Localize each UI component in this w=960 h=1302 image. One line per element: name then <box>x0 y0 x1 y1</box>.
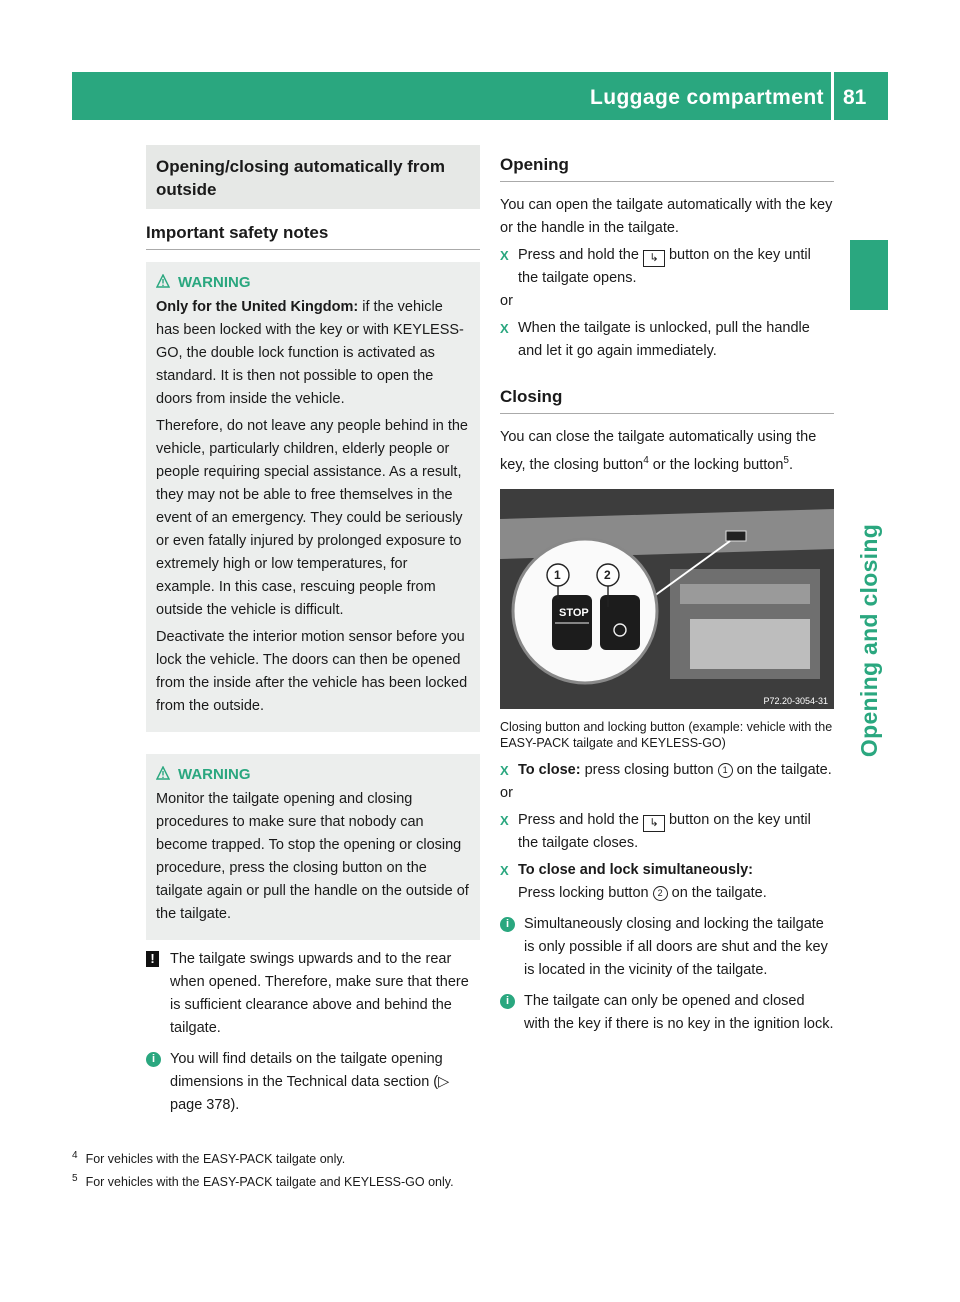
section-title: Opening/closing automatically from outside <box>146 145 480 209</box>
side-tab-label: Opening and closing <box>856 523 883 757</box>
warning-box-2 <box>146 754 480 940</box>
info-note: i You will find details on the tailgate opening dimensions in the Technical data section (▷ page 378). <box>146 1048 480 1117</box>
step-arrow-icon: X <box>500 248 509 263</box>
warning-title: WARNING <box>178 766 251 783</box>
photo-marker-1: 1 <box>554 567 561 582</box>
page-number: 81 <box>843 86 867 109</box>
exclamation-icon: ! <box>146 951 159 967</box>
warning-title: WARNING <box>178 274 251 291</box>
step-arrow-icon: X <box>500 321 509 336</box>
or-text: or <box>500 293 513 309</box>
instruction-step: X Press and hold the ↳ button on the key until the tailgate opens. <box>500 244 834 290</box>
instruction-step: X To close and lock simultaneously: Press locking button 2 on the tailgate. <box>500 859 834 905</box>
photo-caption: Closing button and locking button (example: vehicle with the EASY-PACK tailgate and KEYLESS-GO) <box>500 719 833 750</box>
info-icon: i <box>500 994 515 1009</box>
info-note: i The tailgate can only be opened and closed with the key if there is no key in the ignition lock. <box>500 990 834 1036</box>
heading-closing: Closing <box>500 387 834 414</box>
photo-marker-2: 2 <box>604 567 611 582</box>
instruction-step: X Press and hold the ↳ button on the key until the tailgate closes. <box>500 809 834 855</box>
footnote: $^4$ For vehicles with the EASY-PACK tailgate only. <box>72 1150 346 1167</box>
tailgate-illustration <box>500 489 834 709</box>
caution-note: ! The tailgate swings upwards and to the rear when opened. Therefore, make sure that there is sufficient clearance above and behind the tailgate. <box>146 948 480 1040</box>
left-column <box>146 145 480 1117</box>
warning-paragraph: Deactivate the interior motion sensor before you lock the vehicle. The doors can then be opened from the inside after the vehicle has been locked from the outside. <box>156 629 468 714</box>
info-note: i Simultaneously closing and locking the tailgate is only possible if all doors are shut and the key is located in the vicinity of the tailgate. <box>500 913 834 982</box>
info-icon: i <box>500 917 515 932</box>
warning-triangle-icon <box>156 274 170 288</box>
closing-intro: You can close the tailgate automatically using the key, the closing button$^4$ or the locking button$^5$. <box>500 429 817 473</box>
info-icon: i <box>146 1052 161 1067</box>
warning-header <box>156 766 470 784</box>
instruction-step: X To close: press closing button 1 on the tailgate. <box>500 759 834 782</box>
or-text: or <box>500 784 513 801</box>
tailgate-key-icon: ↳ <box>643 815 665 832</box>
header-separator <box>831 72 834 120</box>
warning-paragraph: Monitor the tailgate opening and closing procedures to make sure that nobody can become trapped. To stop the opening or closing procedure, press the closing button on the tailgate again or pull the handle on the outside of the tailgate. <box>156 791 469 922</box>
warning-triangle-icon <box>156 766 170 780</box>
footnote: $^5$ For vehicles with the EASY-PACK tailgate and KEYLESS-GO only. <box>72 1173 454 1190</box>
tailgate-buttons-photo <box>500 489 834 709</box>
opening-intro: You can open the tailgate automatically with the key or the handle in the tailgate. <box>500 197 833 236</box>
photo-code: P72.20-3054-31 <box>763 695 828 706</box>
side-tab-marker <box>850 240 888 310</box>
warning-box-1 <box>146 262 480 732</box>
tailgate-key-icon: ↳ <box>643 250 665 267</box>
heading-opening: Opening <box>500 155 834 182</box>
circle-marker-1: 1 <box>718 763 733 778</box>
subheading-safety-notes: Important safety notes <box>146 223 480 250</box>
instruction-step: X When the tailgate is unlocked, pull the handle and let it go again immediately. <box>500 317 834 363</box>
footnotes <box>72 1146 832 1192</box>
right-column <box>500 145 834 1036</box>
warning-paragraph: Therefore, do not leave any people behind in the vehicle, particularly children, elderly people or people requiring special assistance. As a result, they may not be able to free themselves in the event of an emergency. They could be seriously or even fatally injured by prolonged exposure to extremely high or low temperatures, for example. In this case, rescuing people from outside the vehicle is difficult. <box>156 418 468 618</box>
circle-marker-2: 2 <box>653 886 668 901</box>
step-arrow-icon: X <box>500 762 509 778</box>
warning-paragraph: Only for the United Kingdom: if the vehicle has been locked with the key or with KEYLESS-GO, the double lock function is activated as standard. It is then not possible to open the doors from inside the vehicle. <box>156 299 464 407</box>
step-arrow-icon: X <box>500 862 509 878</box>
step-arrow-icon: X <box>500 812 509 828</box>
page-header-title: Luggage compartment <box>590 86 824 109</box>
photo-stop-label: STOP <box>559 606 589 619</box>
warning-header <box>156 274 470 292</box>
